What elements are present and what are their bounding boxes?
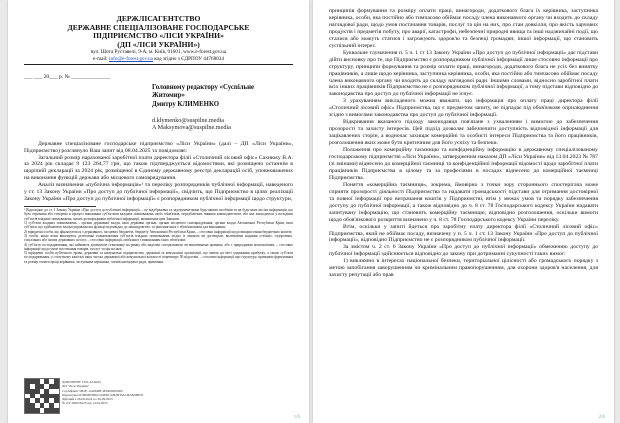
footnote: 5) юридичні особи публічного права, державні та комунальні підприємства, державні та комунальні організації, що мають на меті одержання прибутку, а також суб'єкти господарювання, у статутному капіталі яких частка державної або комунальної власності перевищує 50 відсотків, – стосовно інформації про структуру, принципи формування та розмір оплати праці керівника, заступника керівника, членів наглядової ради, правління. [24,251,293,264]
footnote: 1) суб'єкти владних повноважень – органи державної влади, інші державні органи, органи місцевого самоврядування, органи влади Автономної Республіки Крим, інші суб'єкти, що здійснюють владні управлінські функції відповідно до законодавства, та рішення яких є обов'язковими для виконання; [24,221,293,230]
page-number: 2/6 [598,415,605,420]
addressee-block [152,84,293,131]
org-contacts [24,56,293,62]
body-paragraph: принципів формування та розміру оплати праці, винагороди, додаткового блага їх керівника, заступника керівника, особи, яка постійно або тимчасово обіймає посаду члена виконавчого органу чи входить до складу наглядової ради, щодо умов постачання товарів, послуг та цін на них, про стан довкілля, про якість харчових продуктів і предметів побуту, про аварії, катастрофи, небезпечні природні явища та інші надзвичайні події, що сталися або можуть статися і загрожують здоров'ю та безпеці громадян; іншої інформації, що становить суспільний інтерес. [329,8,598,49]
addressee-name: Дмитру КЛИМЕНКО [152,100,219,108]
body-paragraph: Втім, оскільки у запиті йдеться про заробітну плату директора філії «Столичний лісовий офіс» Підприємства, який не обіймає посаду, визначену у п. 5 ч. 1 ст. 13 Закону України «Про доступ до публічної інформації», відповідно Підприємство не є розпорядником публічної інформації. [329,223,598,244]
document-page-1 [8,0,309,423]
addressee-email-2: A Maksymova@suspilne.media [152,124,231,132]
header-divider [24,64,293,65]
signature-line: Підписувач КЛИМЕНКО ОЛЕКСАНДР ВАСИЛЬОВИЧ [62,392,143,397]
footnote: 4) суб'єкти господарювання, які займають домінуюче становище на ринку або наділені спеціальними чи виключними правами, або є природними монополіями, – стосовно інформації щодо умов постачання товарів, послуг та цін на них; [24,242,293,251]
body-paragraph: Буквальне тлумачення п. 5 ч. 1 ст 13 Закону України «Про доступ до публічної інформації» дає підстави дійти висновку про те, що Підприємство є розпорядником публічної інформації лише стосовно інформації про структуру, принципи формування та розмір оплати праці, винагороди, додаткового блага не усіх без винятку працівників, а лише щодо керівника, заступника керівника, особи, яка постійно або тимчасово обіймає посаду члена виконавчого органу чи входить до складу наглядової ради. Іншими словами, відносно заробітної плати всіх інших працівників Підприємство не є розпорядником публічної інформації, а тому підстави відповідно до законодавства про доступ до публічної інформації не існує. [329,49,598,98]
body-paragraph: Аналіз визначення «публічна інформація»¹ та переліку розпорядників публічної інформації, наведеного у ст. 13 Закону України «Про доступ до публічної інформації», свідчить, що Підприємство в цілях реалізації Закону України «Про доступ до публічної інформації» є розпорядником публічної інформації щодо структури, [24,182,293,203]
org-code: код згідно з ЄДРПОУ 44768034 [154,55,224,62]
body-paragraph: Положення про комерційну таємницю та конфіденційну інформацію в державному спеціалізованому господарському підприємстві «Ліси України», затвердженим наказом ДП «Ліси України» від 13.04.2023 № 787 (зі змінами) віднесено до комерційної таємниці та конфіденційної інформації відомості щодо заробітної плати працівників Підприємства в цілому та за професіями в посадах віднесено до комерційної таємниці Підприємства. [329,147,598,181]
enterprise-short-name: (ДП «ЛІСИ УКРАЇНИ») [117,39,200,49]
enterprise-name-2: ПІДПРИЄМСТВО «ЛІСИ УКРАЇНИ» [93,31,224,41]
footnote-divider [24,206,96,207]
addressee-email-1: d.klymenko@suspilne.media [152,116,225,124]
agency-name: ДЕРЖЛІСАГЕНТСТВО [116,14,201,23]
signature-line: Дійсний з 26.09.2024 по 26.09.2025 [62,397,113,402]
body-paragraph: Загальний розмір нарахованої заробітної плати директора філії «Столичний лісовий офіс» Сахнюку В.А. за 2024 рік складає 9 123 264,77 грн, що також підтверджується відомостями, які розміщено останнім в щорічній декларації за 2024 рік, розміщеної в Єдиному державному реєстрі декларацій осіб, уповноважених на виконання функцій держави або місцевого самоврядування. [24,154,293,182]
body-paragraph: 1) виключно в інтересах національної безпеки, територіальної цілісності або громадського порядку з метою запобігання заворушенням чи кримінальним правопорушенням, для охорони здоров'я населення, для захисту репутації або прав [329,258,598,279]
email-prefix: e-mail: [93,55,108,62]
body-paragraph: За змістом ч. 2 ст. 6 Закону України «Про доступ до публічної інформації» обмеженню доступу до публічної інформації здійснюється відповідно до закону при дотриманні сукупності таких вимог: [329,244,598,258]
body-paragraph: Відкривання вказаного підходу законодавця пов'язане з ухваленням і вимогою до забезпечення прозорості та захисту інтересів. Цей підхід дозволяє забезпечити доступність відповідної інформації для зацікавлених сторін, а водночас захищає комерційні та особисті інтереси Підприємства та його працівників, розголошення яких може бути критичним для його успіху та безпеки. [329,119,598,147]
outgoing-number-line: ___ ___ 20___ р. № ______________ [24,74,111,81]
footnote: 3) особи, якщо вони виконують делеговані повноваження суб'єктів владних повноважень згідно із законом чи договором, включаючи надання освітніх, оздоровчих, соціальних або інших державних послуг, – стосовно інформації, пов'язаної з виконанням їхніх обов'язків; [24,233,293,243]
footnote: 2) юридичні особи, що фінансуються з державного, місцевих бюджетів, бюджету Автономної Республіки Крим, – стосовно інформації щодо використання бюджетних коштів; [24,229,293,234]
addressee-line-1: Головному редактору «Суспільне [152,84,255,92]
document-page-2 [313,0,614,423]
signature-line: ДОКУМЕНТ СЕД АСКОД [62,380,101,384]
page-number: 1/6 [293,415,300,420]
signature-line: ДП "Ліси України" [62,384,90,389]
signature-line: № ЛУ-0000/2025 від 14.04.2025 [62,401,108,406]
signature-line: Сертифікат 5В2F...0A66DB 4E0400000000 [62,388,123,393]
addressee-line-2: Житомир» [152,92,185,100]
body-paragraph: Поняття «комерційна таємниця», зокрема, ймовірно з точки зору стороннього спостерігача може сприяти прозорості діяльності Підприємства та надавати громадськості підстави для отримання достовірної та повної інформації про витрачання коштів у Підприємстві, втім у межах умов та порядку забезпечення доступу до публічної інформації, а також відповідно до ч. 8 ст. 78 Господарського кодексу України надавати запитувану інформацію, що становить комерційну таємницю, відповідно розголошення, оскільки вимоги щодо обов'язкового розкриття визначено у ч. 8 ст. 78 Господарського кодексу України переліку. [329,181,598,223]
org-address: вул. Шота Руставелі, 9-А, м. Київ, 01601, www.e-forest.gov.ua [90,49,227,56]
letterhead [24,15,293,49]
footnote: ¹ Відповідно до ст. 1 Закону України «Про доступ до публічної інформації» – це відображена та задокументована будь-якими засобами та на будь-яких носіях інформація, що була отримана або створена в процесі виконання суб'єктами владних повноважень своїх обов'язків, передбачених чинним законодавством, або яка знаходиться у володінні суб'єктів владних повноважень, інших розпорядників публічної інформації, визначених цим Законом. [24,208,293,221]
digital-signature-stamp [62,380,143,406]
enterprise-name: ДЕРЖАВНЕ СПЕЦІАЛІЗОВАНЕ ГОСПОДАРСЬКЕ [67,22,250,32]
qr-code-icon [24,378,60,414]
body-paragraph: З урахуванням викладеного можна вважати, що інформація про оплату праці директора філії «Столичний лісовий офіс» Підприємства, що є предметом запиту, не підпадає під обов'язкове оприлюднення згідно з вимогами законодавства про доступ до публічної інформації. [329,98,598,119]
org-email-link[interactable]: info@e-forest.gov.ua [109,55,153,62]
body-paragraph: Державне спеціалізоване господарське підприємство «Ліси України» (далі – ДП «Ліси України», Підприємство) розглянуло Ваш запит від 08.04.2025 та повідомляє: [24,140,293,154]
